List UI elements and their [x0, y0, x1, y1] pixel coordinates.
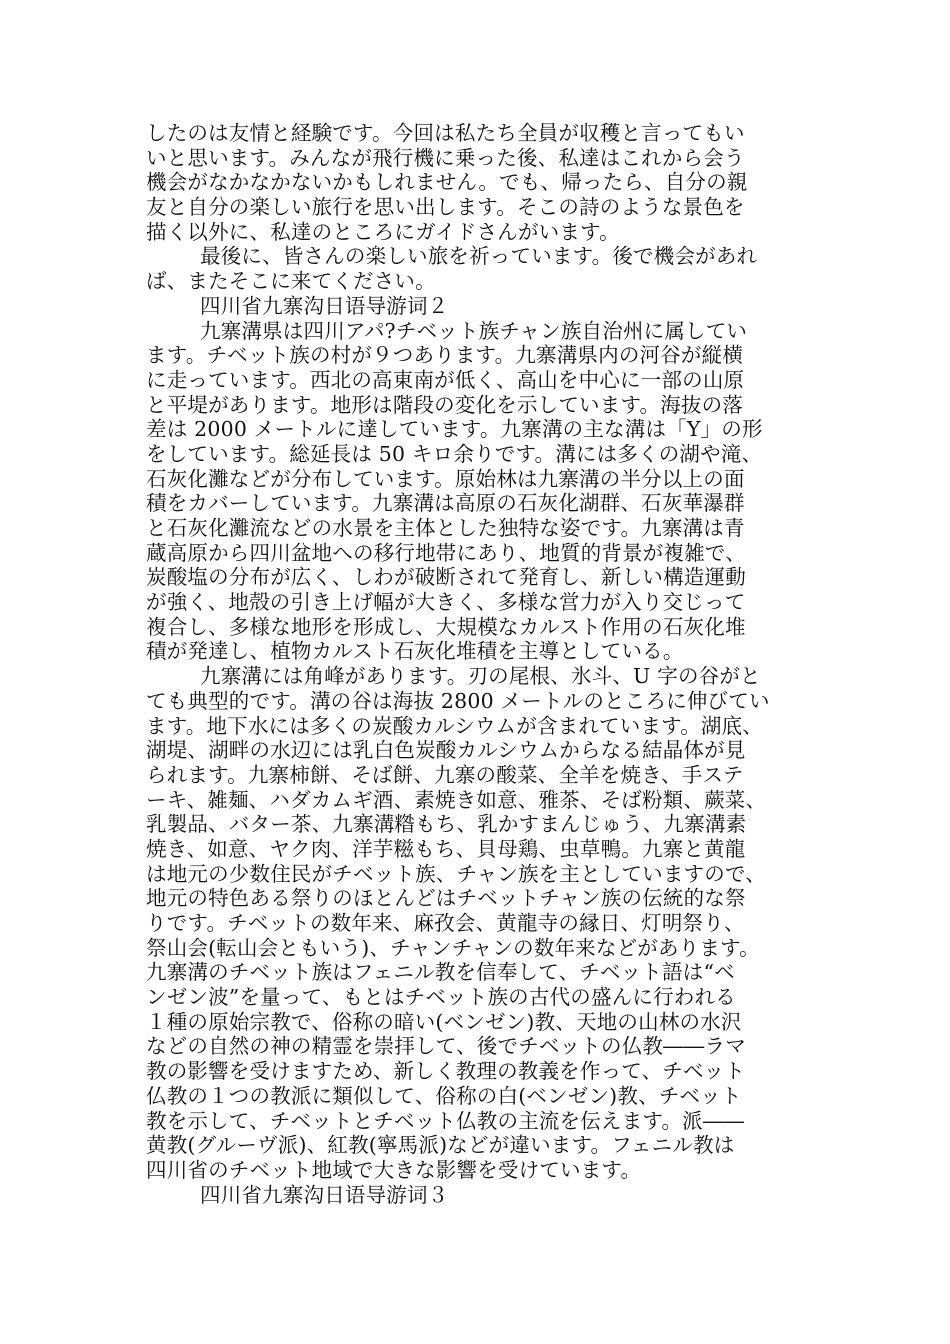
text-line: 乳製品、バター茶、九寨溝糌もち、乳かすまんじゅう、九寨溝素	[146, 812, 747, 837]
text-line: 焼き、如意、ヤク肉、洋芋糍もち、貝母鶏、虫草鴨。九寨と黄龍	[146, 836, 746, 861]
text-line: 炭酸塩の分布が広く、しわが破断されて発育し、新しい構造運動	[146, 565, 746, 590]
text-line: 教を示して、チベットとチベット仏教の主流を伝えます。派――	[146, 1108, 745, 1133]
text-line: と平堤があります。地形は階段の変化を示しています。海抜の落	[146, 392, 744, 417]
text-line: 地元の特色ある祭りのほとんどはチベットチャン族の伝統的な祭	[146, 886, 746, 911]
text-line: 黄教(グルーヴ派)、紅教(寧馬派)などが違います。フェニル教は	[146, 1133, 735, 1158]
text-line: と石灰化灘流などの水景を主体とした独特な姿です。九寨溝は青	[146, 516, 745, 540]
text-line: １種の原始宗教で、俗称の暗い(ベンゼン)教、天地の山林の水沢	[146, 1009, 742, 1034]
text-line: は地元の少数住民がチベット族、チャン族を主としていますので、	[146, 861, 766, 886]
text-line: ます。チベット族の村が９つあります。九寨溝県内の河谷が縦横	[146, 343, 744, 368]
text-line: 機会がなかなかないかもしれません。でも、帰ったら、自分の親	[146, 170, 748, 195]
text-line: 最後に、皆さんの楽しい旅を祈っています。後で機会があれ	[200, 244, 758, 269]
text-line: 差は 2000 メートルに達しています。九寨溝の主な溝は「Y」の形	[146, 417, 763, 442]
text-line: ても典型的です。溝の谷は海抜 2800 メートルのところに伸びてい	[146, 688, 770, 713]
text-line: 四川省のチベット地域で大きな影響を受けています。	[146, 1157, 642, 1182]
text-line: 友と自分の楽しい旅行を思い出します。そこの詩のような景色を	[146, 195, 745, 220]
text-line: ば、またそこに来てください。	[146, 269, 436, 294]
text-line: をしています。総延長は 50 キロ余りです。溝には多くの湖や滝、	[146, 441, 763, 466]
text-line: したのは友情と経験です。今回は私たち全員が収穫と言ってもい	[146, 121, 745, 145]
text-line: られます。九寨柿餅、そば餅、九寨の酸菜、全羊を焼き、手ステ	[146, 762, 744, 787]
text-line: 教の影響を受けますため、新しく教理の教義を作って、チベット	[146, 1059, 746, 1084]
text-line: ます。地下水には多くの炭酸カルシウムが含まれています。湖底、	[146, 713, 764, 738]
text-line: 九寨溝には角峰があります。刃の尾根、氷斗、U 字の谷がと	[200, 664, 761, 689]
text-line: 石灰化灘などが分布しています。原始林は九寨溝の半分以上の面	[146, 466, 745, 491]
text-line: 祭山会(転山会ともいう)、チャンチャンの数年来などがあります。	[146, 935, 760, 960]
text-line: 積が発達し、植物カルスト石灰化堆積を主導としている。	[146, 639, 684, 664]
text-line: 仏教の１つの教派に類似して、俗称の白(ベンゼン)教、チベット	[146, 1083, 742, 1108]
text-line: 四川省九寨沟日语导游词３	[200, 1182, 449, 1207]
text-line: 湖堤、湖畔の水辺には乳白色炭酸カルシウムからなる結晶体が見	[146, 738, 746, 763]
text-line: 蔵高原から四川盆地への移行地帯にあり、地質的背景が複雑で、	[146, 540, 746, 565]
text-line: 四川省九寨沟日语导游词２	[200, 293, 449, 318]
text-line: に走っています。西北の高東南が低く、高山を中心に一部の山原	[146, 367, 745, 392]
text-line: 積をカバーしています。九寨溝は高原の石灰化湖群、石灰華瀑群	[146, 491, 745, 516]
text-line: 九寨溝県は四川アパ?チベット族チャン族自治州に属してい	[200, 318, 748, 343]
text-line: 九寨溝のチベット族はフェニル教を信奉して、チベット語は“ベ	[146, 960, 735, 985]
text-line: が強く、地殻の引き上げ幅が大きく、多様な営力が入り交じって	[146, 590, 746, 615]
text-line: 描く以外に、私達のところにガイドさんがいます。	[146, 219, 620, 244]
text-line: りです。チベットの数年来、麻孜会、黄龍寺の縁日、灯明祭り、	[146, 911, 745, 935]
text-line: ーキ、雑麺、ハダカムギ酒、素焼き如意、雅茶、そば粉類、蕨菜、	[146, 787, 767, 812]
text-line: 複合し、多様な地形を形成し、大規模なカルスト作用の石灰化堆	[146, 614, 746, 639]
text-line: ンゼン波”を量って、もとはチベット族の古代の盛んに行われる	[146, 985, 736, 1010]
document-body	[146, 121, 806, 1207]
text-line: いと思います。みんなが飛行機に乗った後、私達はこれから会う	[146, 145, 745, 170]
text-line: などの自然の神の精霊を崇拝して、後でチベットの仏教――ラマ	[146, 1034, 746, 1059]
